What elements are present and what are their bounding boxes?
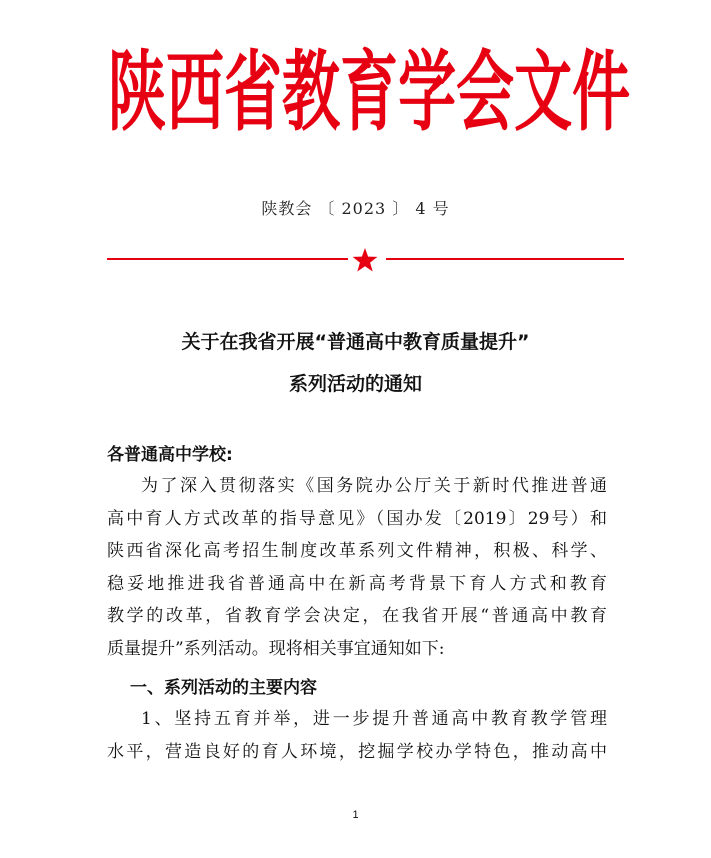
header-char: 陕 [108, 41, 167, 143]
page-number: 1 [352, 809, 359, 821]
paragraph-line: 水平，营造良好的育人环境，挖掘学校办学特色，推动高中 [107, 741, 607, 762]
paragraph-item-1 [107, 703, 607, 768]
notice-title-line2: 系列活动的通知 [288, 373, 422, 395]
paragraph-intro [107, 470, 607, 665]
paragraph-line: 高中育人方式改革的指导意见》（国办发〔2019〕29号）和 [107, 508, 607, 529]
paragraph-line: 稳妥地推进我省普通高中在新高考背景下育人方式和教育 [107, 573, 607, 594]
header-char: 教 [282, 41, 341, 143]
salutation: 各普通高中学校: [107, 445, 233, 465]
notice-title-line1: 关于在我省开展“普通高中教育质量提升” [181, 331, 530, 353]
paragraph-line: 为了深入贯彻落实《国务院办公厅关于新时代推进普通 [141, 476, 607, 496]
header-char: 会 [456, 41, 515, 143]
paragraph-line: 陕西省深化高考招生制度改革系列文件精神，积极、科学、 [107, 541, 607, 561]
header-char: 学 [398, 41, 457, 143]
header-char: 文 [514, 41, 573, 143]
header-char: 育 [340, 41, 399, 143]
document-header-title [108, 41, 631, 143]
section-heading-1: 一、系列活动的主要内容 [130, 678, 317, 698]
header-divider-left [107, 258, 348, 260]
paragraph-line: 1、坚持五育并举，进一步提升普通高中教育教学管理 [141, 709, 607, 729]
header-char: 省 [224, 41, 283, 143]
document-number: 陕教会 〔 2023 〕 4 号 [261, 199, 450, 218]
paragraph-line: 质量提升”系列活动。现将相关事宜通知如下: [107, 638, 445, 659]
header-char: 件 [572, 41, 631, 143]
header-char: 西 [166, 41, 225, 143]
paragraph-line: 教学的改革，省教育学会决定，在我省开展“普通高中教育 [107, 606, 607, 626]
header-divider-right [386, 258, 624, 260]
red-star-icon [352, 248, 378, 272]
